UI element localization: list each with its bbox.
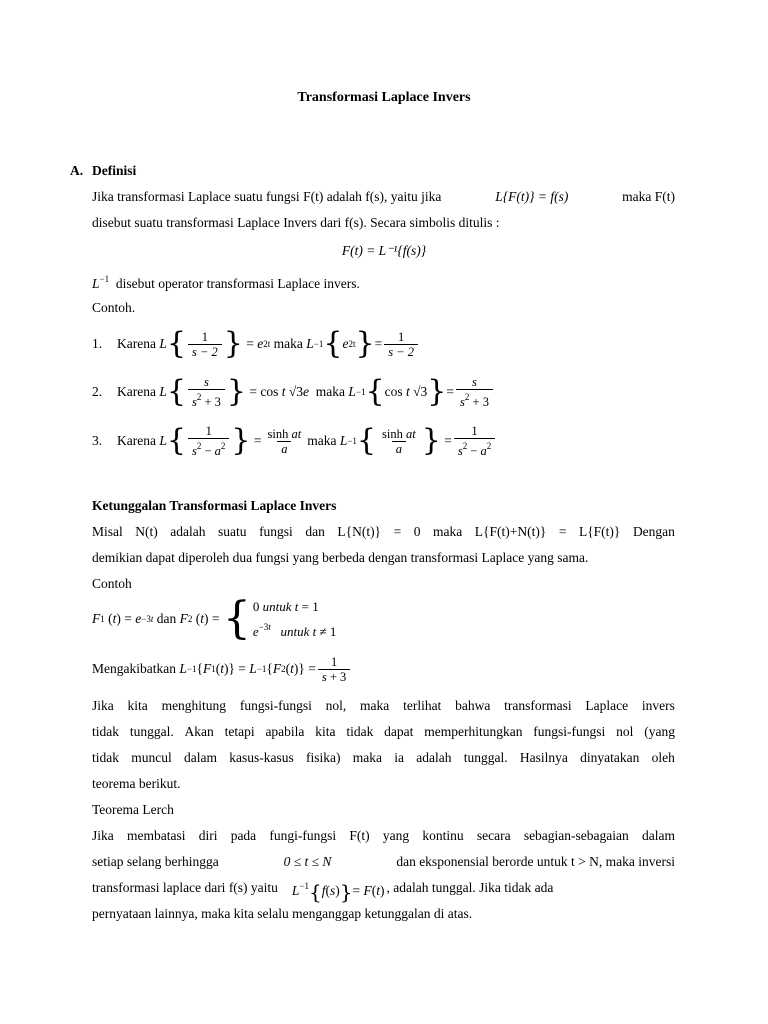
laplace-def-math: L{F(t)} = f(s)	[495, 189, 569, 204]
uniqueness-paragraph: Misal N(t) adalah suatu fungsi dan L{N(t)} = 0 maka L{F(t)+N(t)} = L{F(t)} Dengan demikian dapat diperoleh dua fungsi yang berbeda dengan transformasi Laplace yang sama. Contoh	[92, 519, 675, 597]
uniqueness-heading: Ketunggalan Transformasi Laplace Invers	[92, 498, 337, 513]
definition-paragraph	[92, 184, 675, 236]
example-3: 3. Karena L { $\frac{1}{s^2 - a^2}$ } = $\frac{\text{sinh at}}{a}$ maka L −1 { $\frac{\text{sinh at}}{a}$ } = $\frac{1}{s^2 - a^2}$	[92, 424, 497, 458]
section-a-title: Definisi	[92, 163, 137, 178]
consequence-line: Mengakibatkan L −1 { F 1 ( t )} = L −1 { F 2 ( t )} = $\frac{1}{s + 3}$	[92, 652, 352, 686]
definition-line-2: disebut suatu transformasi Laplace Invers dari f(s). Secara simbolis ditulis :	[92, 215, 500, 230]
section-a-heading	[70, 163, 137, 179]
zero-function-paragraph: Jika kita menghitung fungsi-fungsi nol, maka terlihat bahwa transformasi Laplace invers tidak tunggal. Akan tetapi apabila kita tidak dapat memperhitungkan fungsi-fungsi nol (yang tidak muncul dalam kasus-kasus fisika) maka ia adalah tunggal. Hasilnya dinyatakan oleh teorema berikut. Teorema Lerch Jika membatasi diri pada fungi-fungsi F(t) yang kontinu secara sebagian-sebagaian dalam setiap selang berhingga 0 ≤ t ≤ N dan eksponensial berorde untuk t > N, maka inversi transformasi laplace dari f(s) yaitu $L^{-1}\{f(s)\}= F(t)$ , adalah tunggal. Jika tidak ada pernyataan lainnya, maka kita selalu menganggap ketunggalan di atas.	[92, 698, 675, 921]
lerch-line-3: transformasi laplace dari f(s) yaitu $L^{-1}\{f(s)\}= F(t)$ , adalah tunggal. Jika tidak ada	[92, 879, 554, 904]
definition-line-1: Jika transformasi Laplace suatu fungsi F(t) adalah f(s), yaitu jika L{F(t)} = f(s) maka F(t)	[92, 184, 675, 210]
example-label: Contoh.	[92, 300, 136, 315]
lerch-line-2: setiap selang berhingga 0 ≤ t ≤ N dan eksponensial berorde untuk t > N, maka inversi	[92, 854, 675, 869]
uniqueness-line-1: Misal N(t) adalah suatu fungsi dan L{N(t)} = 0 maka L{F(t)+N(t)} = L{F(t)} Dengan	[92, 524, 675, 539]
section-a-label: A.	[70, 163, 84, 178]
piecewise-example: F 1 ( t ) = e −3t dan F 2 ( t ) = { 0 untuk t = 1 $e^{-3t}$ untuk t ≠ 1	[92, 593, 337, 644]
operator-line: $L^{-1}$ disebut operator transformasi Laplace invers.	[92, 274, 360, 291]
page-title: Transformasi Laplace Invers	[297, 90, 471, 105]
inverse-formula: F(t) = L⁻¹{f(s)}	[341, 243, 427, 258]
theorem-label: Teorema Lerch	[92, 802, 174, 817]
example-2: 2. Karena L { $\frac{s}{s^2 + 3}$ } = cos t √3 e maka L −1 { cos t √3 } = $\frac{s}{s^2 + 3}$	[92, 375, 495, 409]
example-1: 1. Karena L { $\frac{1}{s - 2}$ } = e 2t maka L −1 { e 2t } = $\frac{1}{s - 2}$	[92, 327, 420, 361]
